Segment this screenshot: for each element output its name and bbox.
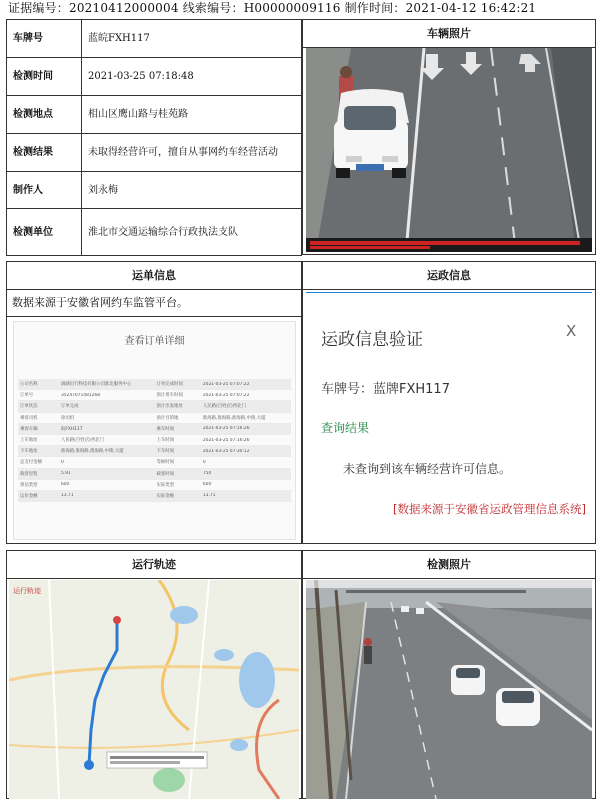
order-field-label: 载客里程 [20, 471, 38, 477]
verify-plate: 车牌号：蓝牌FXH117 [321, 382, 450, 397]
detect-photo-title: 检测照片 [303, 551, 595, 579]
order-field-label: 实际金额 [156, 493, 175, 499]
order-field-value: 750 [202, 471, 212, 477]
admin-accent-line [306, 292, 592, 293]
order-field-value: 人民路(百姓店)西北门 [60, 438, 104, 444]
verify-result-label: 查询结果 [321, 421, 370, 435]
order-row [18, 457, 291, 468]
order-field-value: 人民路(百姓店)西北门 [202, 404, 246, 410]
verify-title: 运政信息验证 [321, 330, 423, 350]
track-map-art [9, 580, 299, 799]
record-table [6, 19, 302, 256]
order-field-value: 滴滴出行科技有限公司淮北服务中心 [60, 382, 132, 388]
vehicle-photo [306, 48, 592, 252]
detect-location-label: 检测地点 [7, 96, 82, 134]
admin-title: 运政信息 [303, 262, 595, 290]
order-field-value: 2021-03-25 07:07:22 [202, 381, 250, 387]
order-field-label: 实际类型 [156, 482, 175, 488]
order-field-label: 下车时间 [156, 449, 175, 455]
order-row [18, 401, 291, 412]
detect-photo [306, 580, 592, 799]
order-field-label: 预计出发地址 [156, 404, 183, 410]
order-row [18, 480, 291, 491]
order-field-label: 运价金额 [20, 493, 38, 499]
order-field-value: 13.71 [202, 493, 216, 499]
order-field-label: 载客时间 [156, 471, 175, 477]
detect-unit-label: 检测单位 [7, 209, 82, 256]
track-map [9, 580, 299, 799]
order-field-value: 13.71 [60, 493, 74, 499]
waybill-divider [6, 316, 302, 317]
detect-location-value: 相山区鹰山路与桂苑路 [82, 96, 302, 134]
order-field-label: 上车时间 [156, 438, 175, 444]
order-field-value: 皖FXH117 [60, 426, 83, 432]
order-field-label: 乘客车辆 [20, 426, 38, 432]
order-field-value: 淮海路,淮海路,淮海路,中街,大厦 [202, 415, 266, 421]
order-field-label: 等候时间 [156, 460, 175, 466]
order-row [18, 413, 291, 424]
order-field-label: 乘车时间 [156, 426, 175, 432]
track-map-title: 运行轨迹 [13, 587, 41, 595]
order-detail-card [13, 321, 296, 540]
maker-value: 刘永梅 [82, 172, 302, 209]
detect-result-value: 未取得经营许可，擅自从事网约车经营活动 [82, 134, 302, 172]
evidence-header: 证据编号：20210412000004 线索编号：H00000009116 制作时间：2021-04-12 16:42:21 [8, 1, 537, 15]
maker-label: 制作人 [7, 172, 82, 209]
waybill-source: 数据来源于安徽省网约车监管平台。 [12, 296, 188, 309]
order-field-value: 35247071481268 [60, 392, 101, 398]
detect-result-label: 检测结果 [7, 134, 82, 172]
order-field-label: 下车地址 [20, 449, 38, 455]
order-row [18, 379, 291, 390]
detect-photo-art [306, 580, 592, 799]
order-field-value: 淮海路,淮海路,淮海路,中街,大厦 [60, 449, 124, 455]
detect-time-label: 检测时间 [7, 58, 82, 96]
order-field-value: 0 [202, 459, 206, 465]
vehicle-photo-title: 车辆照片 [303, 20, 595, 48]
close-icon[interactable]: X [566, 322, 577, 340]
order-field-value: 2021-03-25 07:16:26 [202, 426, 250, 432]
order-field-value: 2021-03-25 07:16:26 [202, 437, 250, 443]
order-field-label: 订单完成时间 [156, 382, 183, 388]
order-row [18, 446, 291, 457]
order-field-value: 订单完成 [60, 404, 79, 410]
order-field-label: 总支付金额 [20, 460, 42, 466]
track-title: 运行轨迹 [7, 551, 301, 579]
waybill-title: 运单信息 [7, 262, 301, 290]
order-field-label: 上车地址 [20, 438, 38, 444]
detect-unit-value: 淮北市交通运输综合行政执法支队 [82, 209, 302, 256]
order-field-label: 预估类型 [20, 482, 38, 488]
order-field-label: 订单状态 [20, 404, 38, 410]
order-field-value: 2021-03-25 07:07:22 [202, 392, 250, 398]
order-detail-grid [18, 379, 291, 502]
order-detail-title: 查看订单详细 [124, 336, 185, 347]
verify-result: 未查询到该车辆经营许可信息。 [343, 462, 512, 476]
order-field-value: 2021-03-25 07:30:12 [202, 448, 250, 454]
detect-time-value: 2021-03-25 07:18:48 [82, 58, 302, 96]
order-row [18, 390, 291, 401]
order-row [18, 424, 291, 435]
order-field-value: 徐司机 [60, 415, 75, 421]
order-field-label: 公司名称 [20, 382, 38, 388]
order-field-label: 预计用车时间 [156, 393, 183, 399]
order-field-label: 订单号 [20, 393, 34, 399]
order-field-value: 0 [60, 459, 64, 465]
order-field-value: 5.91 [60, 471, 71, 477]
order-row [18, 491, 291, 502]
vehicle-photo-art [306, 48, 592, 252]
plate-label: 车牌号 [7, 20, 82, 58]
order-field-value: 600 [202, 482, 212, 488]
order-field-label: 预计目的地 [156, 415, 179, 421]
order-field-value: 600 [60, 482, 70, 488]
order-row [18, 469, 291, 480]
order-row [18, 435, 291, 446]
verify-source: [数据来源于安徽省运政管理信息系统] [393, 502, 586, 516]
order-field-label: 乘客司机 [20, 415, 38, 421]
plate-value: 蓝皖FXH117 [82, 20, 302, 58]
